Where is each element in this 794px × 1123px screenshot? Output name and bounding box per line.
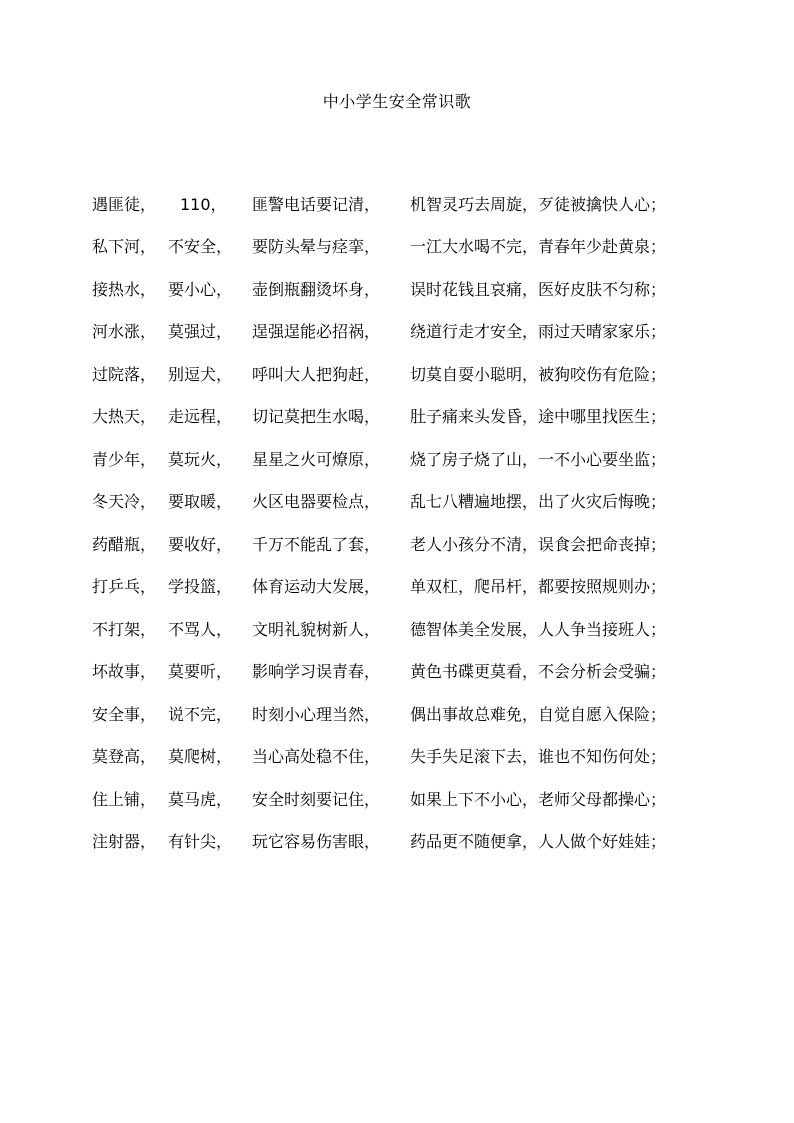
phrase-1: 接热水，	[92, 280, 157, 299]
phrase-1: 冬天冷，	[92, 492, 157, 511]
phrase-2: 要小心，	[168, 280, 233, 299]
phrase-4: 机智灵巧去周旋，歹徒被擒快人心；	[410, 195, 667, 214]
phrase-3: 切记莫把生水喝，	[252, 407, 381, 426]
phrase-3: 千万不能乱了套，	[252, 535, 381, 554]
phrase-3: 要防头晕与痉挛，	[252, 237, 381, 256]
verse-line	[0, 576, 794, 598]
phrase-4: 误时花钱且哀痛，医好皮肤不匀称；	[410, 280, 667, 299]
phrase-3: 呼叫大人把狗赶，	[252, 365, 381, 384]
phrase-1: 不打架，	[92, 620, 157, 639]
verse-line	[0, 491, 794, 513]
verse-line	[0, 449, 794, 471]
verse-line	[0, 789, 794, 811]
phrase-1: 坏故事，	[92, 662, 157, 681]
phrase-2: 莫马虎，	[168, 790, 233, 809]
phrase-3: 壶倒瓶翻烫坏身，	[252, 280, 381, 299]
verse-line	[0, 619, 794, 641]
phrase-3: 影响学习误青春，	[252, 662, 381, 681]
phrase-3: 逞强逞能必招祸，	[252, 322, 381, 341]
phrase-3: 当心高处稳不住，	[252, 747, 381, 766]
phrase-4: 绕道行走才安全，雨过天晴家家乐；	[410, 322, 667, 341]
verse-line	[0, 831, 794, 853]
verse-line	[0, 279, 794, 301]
phrase-3: 星星之火可燎原，	[252, 450, 381, 469]
phrase-1: 过院落，	[92, 365, 157, 384]
phrase-2: 不安全，	[168, 237, 233, 256]
phrase-4: 切莫自耍小聪明，被狗咬伤有危险；	[410, 365, 667, 384]
phrase-1: 私下河，	[92, 237, 157, 256]
phrase-1: 河水涨，	[92, 322, 157, 341]
phrase-3: 玩它容易伤害眼，	[252, 832, 381, 851]
phrase-1: 安全事，	[92, 705, 157, 724]
phrase-4: 单双杠，爬吊杆，都要按照规则办；	[410, 577, 667, 596]
phrase-1: 遇匪徒，	[92, 195, 157, 214]
phrase-4: 黄色书碟更莫看，不会分析会受骗；	[410, 662, 667, 681]
phrase-3: 体育运动大发展，	[252, 577, 381, 596]
phrase-2: 走远程，	[168, 407, 233, 426]
phrase-2: 莫要听，	[168, 662, 233, 681]
phrase-4: 乱七八糟遍地摆，出了火灾后悔晚；	[410, 492, 667, 511]
verse-line	[0, 321, 794, 343]
phrase-2: 学投篮，	[168, 577, 233, 596]
phrase-4: 德智体美全发展，人人争当接班人；	[410, 620, 667, 639]
phrase-4: 失手失足滚下去，谁也不知伤何处；	[410, 747, 667, 766]
phrase-3: 火区电器要检点，	[252, 492, 381, 511]
phrase-2: 说不完，	[168, 705, 233, 724]
phrase-1: 青少年，	[92, 450, 157, 469]
phrase-2: 要取暖，	[168, 492, 233, 511]
verse-line	[0, 746, 794, 768]
phrase-2: 莫玩火，	[168, 450, 233, 469]
phrase-3: 文明礼貌树新人，	[252, 620, 381, 639]
phrase-4: 肚子痛来头发昏，途中哪里找医生；	[410, 407, 667, 426]
phrase-4: 药品更不随便拿，人人做个好娃娃；	[410, 832, 667, 851]
verse-line	[0, 236, 794, 258]
phrase-3: 时刻小心理当然，	[252, 705, 381, 724]
phrase-2: 有针尖，	[168, 832, 233, 851]
document-title: 中小学生安全常识歌	[322, 92, 472, 111]
phrase-2: 110，	[180, 195, 227, 214]
phrase-2: 不骂人，	[168, 620, 233, 639]
phrase-3: 匪警电话要记清，	[252, 195, 381, 214]
phrase-4: 如果上下不小心，老师父母都操心；	[410, 790, 667, 809]
phrase-2: 别逗犬，	[168, 365, 233, 384]
phrase-1: 注射器，	[92, 832, 157, 851]
phrase-1: 打乒乓，	[92, 577, 157, 596]
phrase-2: 莫强过，	[168, 322, 233, 341]
phrase-4: 老人小孩分不清，误食会把命丧掉；	[410, 535, 667, 554]
phrase-2: 莫爬树，	[168, 747, 233, 766]
phrase-4: 偶出事故总难免，自觉自愿入保险；	[410, 705, 667, 724]
verse-line	[0, 534, 794, 556]
verse-line	[0, 194, 794, 216]
verse-line	[0, 364, 794, 386]
verse-line	[0, 704, 794, 726]
phrase-1: 住上铺，	[92, 790, 157, 809]
phrase-1: 大热天，	[92, 407, 157, 426]
phrase-3: 安全时刻要记住，	[252, 790, 381, 809]
phrase-4: 烧了房子烧了山，一不小心要坐监；	[410, 450, 667, 469]
phrase-4: 一江大水喝不完，青春年少赴黄泉；	[410, 237, 667, 256]
phrase-1: 药醋瓶，	[92, 535, 157, 554]
phrase-2: 要收好，	[168, 535, 233, 554]
verse-line	[0, 406, 794, 428]
phrase-1: 莫登高，	[92, 747, 157, 766]
verse-line	[0, 661, 794, 683]
